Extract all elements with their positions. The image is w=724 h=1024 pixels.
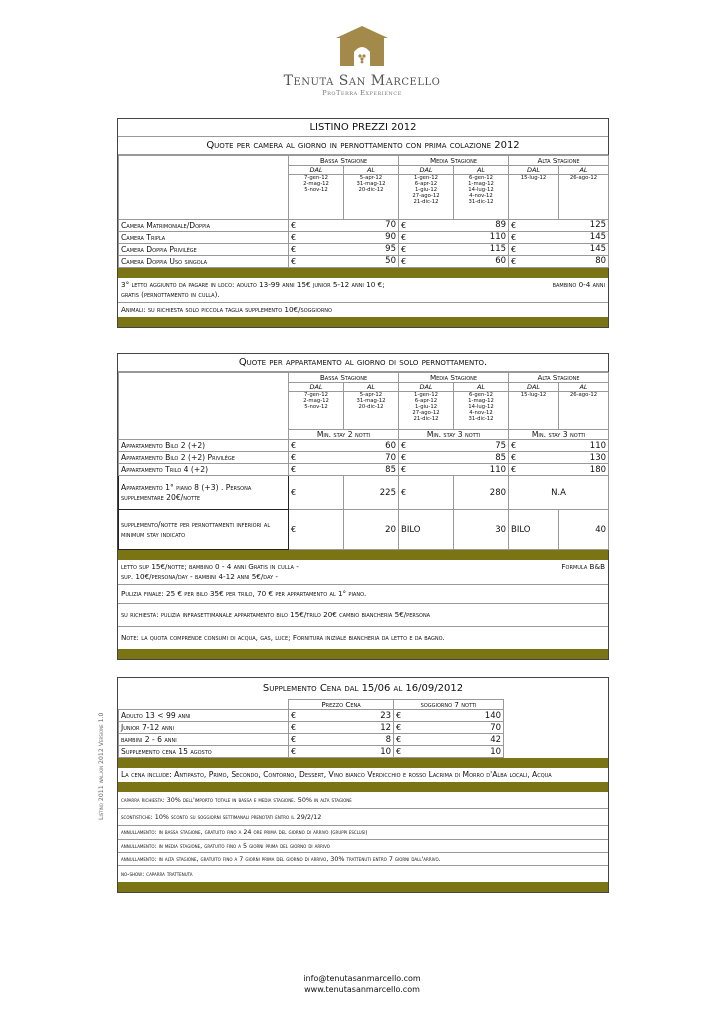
room-row-bassa-price: 95 xyxy=(344,243,399,255)
dinner-price-table xyxy=(118,699,504,758)
euro-sign: € xyxy=(289,219,344,231)
alta-al-dates xyxy=(559,392,609,430)
date-value: 31-dic-12 xyxy=(468,199,494,205)
room-row-label: Camera Matrimoniale/Doppia xyxy=(119,219,289,231)
room-row-media-price: 89 xyxy=(454,219,509,231)
extra-bed-note: 3° letto aggiunto da pagare in loco: adulto 13-99 anni 15€ junior 5-12 anni 10 €; bambino 0-4 anni gratis (pernottamento in culla). xyxy=(121,279,605,299)
date-value: 1-giu-12 xyxy=(414,404,438,410)
al-label: AL xyxy=(559,383,609,392)
apt-8-alta-price: N.A xyxy=(509,476,609,510)
apt-row-media-price: 110 xyxy=(454,464,509,476)
euro-sign: € xyxy=(289,231,344,243)
section-title: Supplemento Cena dal 15/06 al 16/09/2012 xyxy=(262,683,464,694)
date-value: 2-mag-12 xyxy=(303,181,329,187)
date-value: 6-gen-12 xyxy=(469,392,493,398)
apt-row-media-price: 85 xyxy=(454,452,509,464)
season-header: Alta Stagione xyxy=(509,156,609,166)
supplement-bassa-price: 20 xyxy=(344,510,399,550)
date-value: 15-lug-12 xyxy=(520,175,547,181)
seven-nights-price: 10 xyxy=(414,746,504,758)
euro-sign: € xyxy=(509,440,559,452)
date-value: 6-apr-12 xyxy=(414,181,438,187)
supplement-alta-price: 40 xyxy=(559,510,609,550)
dinner-price: 12 xyxy=(309,722,394,734)
euro-sign: € xyxy=(289,722,309,734)
deposit-note: caparra richiesta: 30% dell'importo totale in bassa e media stagione. 50% in alta stagione xyxy=(121,796,352,804)
alta-dal-dates xyxy=(509,175,559,220)
cancel-mid-note: annullamento: in media stagione, gratuito fino a 5 giorni prima del giorno di arrivo xyxy=(118,839,608,852)
date-value: 31-mag-12 xyxy=(356,398,386,404)
euro-sign: € xyxy=(394,734,414,746)
dal-label: DAL xyxy=(289,166,344,175)
room-price-table xyxy=(118,155,609,268)
dinner-includes-note: La cena include: Antipasto, Primo, Secondo, Contorno, Dessert, Vino bianco Verdicchio e rosso Lacrima di Morro d'Alba locali, Acqua xyxy=(121,770,552,779)
room-row-label: Camera Doppia Uso singola xyxy=(119,255,289,267)
room-row-alta-price: 145 xyxy=(559,243,609,255)
euro-sign: € xyxy=(399,231,454,243)
apt-row-media-price: 75 xyxy=(454,440,509,452)
date-value: 4-nov-12 xyxy=(469,410,493,416)
min-stay-label: Min. stay 2 notti xyxy=(289,430,399,440)
date-value: 21-dic-12 xyxy=(413,416,439,422)
date-value: 6-apr-12 xyxy=(414,398,438,404)
euro-sign: € xyxy=(509,255,559,267)
euro-sign: € xyxy=(394,746,414,758)
dal-label: DAL xyxy=(399,383,454,392)
dinner-price: 10 xyxy=(309,746,394,758)
dinner-price-header: Prezzo Cena xyxy=(289,700,394,710)
apt-row-alta-price: 110 xyxy=(559,440,609,452)
dinner-row-label: Adulto 13 < 99 anni xyxy=(119,710,289,722)
date-value: 20-dic-12 xyxy=(358,404,384,410)
dal-label: DAL xyxy=(289,383,344,392)
room-price-section xyxy=(117,118,609,328)
euro-sign: € xyxy=(399,452,454,464)
al-label: AL xyxy=(344,166,399,175)
date-value: 7-gen-12 xyxy=(304,175,328,181)
season-header: Media Stagione xyxy=(399,373,509,383)
dinner-price: 8 xyxy=(309,734,394,746)
dinner-row-label: Junior 7-12 anni xyxy=(119,722,289,734)
min-stay-label: Min. stay 3 notti xyxy=(399,430,509,440)
season-header: Media Stagione xyxy=(399,156,509,166)
apt-row-label: Appartamento Bilo 2 (+2) Privilège xyxy=(119,452,289,464)
dinner-row-label: bambini 2 - 6 anni xyxy=(119,734,289,746)
media-dal-dates xyxy=(399,175,454,220)
extra-bed-note: letto sup 15€/notte; bambino 0 - 4 anni Gratis in culla - Formula B&B sup. 10€/persona/day - bambini 4-12 anni 5€/day - xyxy=(121,562,605,581)
footer-email[interactable]: info@tenutasanmarcello.com xyxy=(303,974,421,983)
section-divider xyxy=(118,268,608,278)
room-row-bassa-price: 70 xyxy=(344,219,399,231)
date-value: 2-mag-12 xyxy=(303,398,329,404)
supplement-alta-label: BILO xyxy=(509,510,559,550)
date-value: 14-lug-12 xyxy=(468,187,494,193)
date-value: 21-dic-12 xyxy=(413,199,439,205)
euro-sign: € xyxy=(289,243,344,255)
room-row-alta-price: 125 xyxy=(559,219,609,231)
room-row-alta-price: 80 xyxy=(559,255,609,267)
section-divider xyxy=(118,649,608,659)
apartment-price-section xyxy=(117,353,609,660)
dal-label: DAL xyxy=(509,383,559,392)
bassa-dal-dates xyxy=(289,392,344,430)
section-divider xyxy=(118,550,608,560)
al-label: AL xyxy=(454,383,509,392)
apt-row-alta-price: 180 xyxy=(559,464,609,476)
al-label: AL xyxy=(344,383,399,392)
section-divider xyxy=(118,882,608,892)
date-value: 27-ago-12 xyxy=(412,410,440,416)
euro-sign: € xyxy=(509,243,559,255)
room-row-label: Camera Tripla xyxy=(119,231,289,243)
apt-row-bassa-price: 85 xyxy=(344,464,399,476)
euro-sign: € xyxy=(289,464,344,476)
room-row-label: Camera Doppia Privilège xyxy=(119,243,289,255)
euro-sign: € xyxy=(399,219,454,231)
euro-sign: € xyxy=(394,722,414,734)
date-value: 5-nov-12 xyxy=(304,404,328,410)
euro-sign: € xyxy=(289,476,344,510)
dinner-price: 23 xyxy=(309,710,394,722)
alta-dal-dates xyxy=(509,392,559,430)
date-value: 7-gen-12 xyxy=(304,392,328,398)
media-dal-dates xyxy=(399,392,454,430)
seven-nights-price: 140 xyxy=(414,710,504,722)
section-title: Quote per appartamento al giorno di solo pernottamento. xyxy=(118,354,608,372)
al-label: AL xyxy=(454,166,509,175)
date-value: 31-mag-12 xyxy=(356,181,386,187)
discount-note: scontistiche: 10% sconto su soggiorni settimanali prenotati entro il 29/2/12 xyxy=(118,808,608,825)
bassa-al-dates xyxy=(344,392,399,430)
min-stay-label: Min. stay 3 notti xyxy=(509,430,609,440)
euro-sign: € xyxy=(509,231,559,243)
date-value: 5-apr-12 xyxy=(359,175,383,181)
euro-sign: € xyxy=(289,452,344,464)
euro-sign: € xyxy=(399,243,454,255)
date-value: 6-gen-12 xyxy=(469,175,493,181)
dal-label: DAL xyxy=(509,166,559,175)
section-divider xyxy=(118,782,608,792)
date-value: 1-gen-12 xyxy=(414,392,438,398)
seven-nights-price: 42 xyxy=(414,734,504,746)
supplement-media-price: 30 xyxy=(454,510,509,550)
apt-row-label: Appartamento Trilo 4 (+2) xyxy=(119,464,289,476)
footer xyxy=(0,973,724,995)
apartment-price-table xyxy=(118,372,609,550)
room-row-media-price: 110 xyxy=(454,231,509,243)
logo-emblem-icon xyxy=(334,26,390,66)
supplement-label: supplemento/notte per pernottamenti inferiori al minimum stay indicato xyxy=(119,510,289,550)
footer-website[interactable]: www.tenutasanmarcello.com xyxy=(304,985,420,994)
apt-8-label: Appartamento 1° piano 8 (+3) . Persona supplementare 20€/notte xyxy=(119,476,289,510)
bassa-al-dates xyxy=(344,175,399,220)
dinner-supplement-section xyxy=(117,677,609,893)
apt-row-bassa-price: 70 xyxy=(344,452,399,464)
apt-row-bassa-price: 60 xyxy=(344,440,399,452)
season-header: Alta Stagione xyxy=(509,373,609,383)
cancel-high-note: annullamento: in alta stagione, gratuito fino a 7 giorni prima del giorno di arrivo, 30% trattenuti entro 7 giorni dall'arrivo. xyxy=(118,852,608,865)
alta-al-dates xyxy=(559,175,609,220)
media-al-dates xyxy=(454,392,509,430)
room-row-media-price: 60 xyxy=(454,255,509,267)
euro-sign: € xyxy=(394,710,414,722)
seven-nights-header: soggiorno 7 notti xyxy=(394,700,504,710)
no-show-note: no-show: caparra trattenuta xyxy=(118,865,608,882)
seven-nights-price: 70 xyxy=(414,722,504,734)
side-version-text: Listino 2011 wal.kin 2012 Versione 1.0 xyxy=(98,712,105,820)
date-value: 1-mag-12 xyxy=(468,181,494,187)
euro-sign: € xyxy=(289,510,344,550)
section-divider xyxy=(118,317,608,327)
room-row-alta-price: 145 xyxy=(559,231,609,243)
date-value: 4-nov-12 xyxy=(469,193,493,199)
supplement-media-label: BILO xyxy=(399,510,454,550)
euro-sign: € xyxy=(399,440,454,452)
euro-sign: € xyxy=(399,464,454,476)
date-value: 26-ago-12 xyxy=(569,392,598,398)
media-al-dates xyxy=(454,175,509,220)
date-value: 27-ago-12 xyxy=(412,193,440,199)
included-note: Note: la quota comprende consumi di acqua, gas, luce; Fornitura iniziale biancheria da letto e da bagno. xyxy=(118,626,608,649)
date-value: 5-nov-12 xyxy=(304,187,328,193)
section-divider xyxy=(118,758,608,768)
euro-sign: € xyxy=(399,476,454,510)
date-value: 1-mag-12 xyxy=(468,398,494,404)
euro-sign: € xyxy=(289,746,309,758)
date-value: 1-gen-12 xyxy=(414,175,438,181)
season-header: Bassa Stagione xyxy=(289,156,399,166)
cleaning-note: Pulizia finale: 25 € per bilo 35€ per trilo, 70 € per appartamento al 1° piano. xyxy=(118,584,608,603)
logo xyxy=(0,26,724,97)
apt-row-alta-price: 130 xyxy=(559,452,609,464)
date-value: 14-lug-12 xyxy=(468,404,494,410)
pets-note: Animali: su richiesta solo piccola taglia supplemento 10€/soggiorno xyxy=(118,302,608,317)
euro-sign: € xyxy=(509,452,559,464)
bassa-dal-dates xyxy=(289,175,344,220)
date-value: 1-giu-12 xyxy=(414,187,438,193)
euro-sign: € xyxy=(289,440,344,452)
apt-row-label: Appartamento Bilo 2 (+2) xyxy=(119,440,289,452)
dal-label: DAL xyxy=(399,166,454,175)
room-row-bassa-price: 50 xyxy=(344,255,399,267)
section-title: LISTINO PREZZI 2012 xyxy=(118,119,608,137)
euro-sign: € xyxy=(289,710,309,722)
season-header: Bassa Stagione xyxy=(289,373,399,383)
date-value: 5-apr-12 xyxy=(359,392,383,398)
room-row-bassa-price: 90 xyxy=(344,231,399,243)
room-row-media-price: 115 xyxy=(454,243,509,255)
euro-sign: € xyxy=(509,464,559,476)
date-value: 15-lug-12 xyxy=(520,392,547,398)
dinner-row-label: Supplemento cena 15 agosto xyxy=(119,746,289,758)
apt-8-media-price: 280 xyxy=(454,476,509,510)
date-value: 31-dic-12 xyxy=(468,416,494,422)
euro-sign: € xyxy=(289,255,344,267)
logo-name: Tenuta San Marcello xyxy=(283,73,441,89)
al-label: AL xyxy=(559,166,609,175)
on-request-note: su richiesta: pulizia infrasettimanale appartamento bilo 15€/trilo 20€ cambio biancheria 5€/persona xyxy=(118,603,608,626)
apt-8-bassa-price: 225 xyxy=(344,476,399,510)
euro-sign: € xyxy=(509,219,559,231)
section-subtitle: Quote per camera al giorno in pernottamento con prima colazione 2012 xyxy=(118,137,608,155)
date-value: 26-ago-12 xyxy=(569,175,598,181)
logo-subtitle: ProTerra Experience xyxy=(322,89,402,97)
euro-sign: € xyxy=(399,255,454,267)
date-value: 20-dic-12 xyxy=(358,187,384,193)
euro-sign: € xyxy=(289,734,309,746)
cancel-low-note: annullamento: in bassa stagione, gratuito fino a 24 ore prima del giorno di arrivo (gruppi esclusi) xyxy=(118,825,608,839)
